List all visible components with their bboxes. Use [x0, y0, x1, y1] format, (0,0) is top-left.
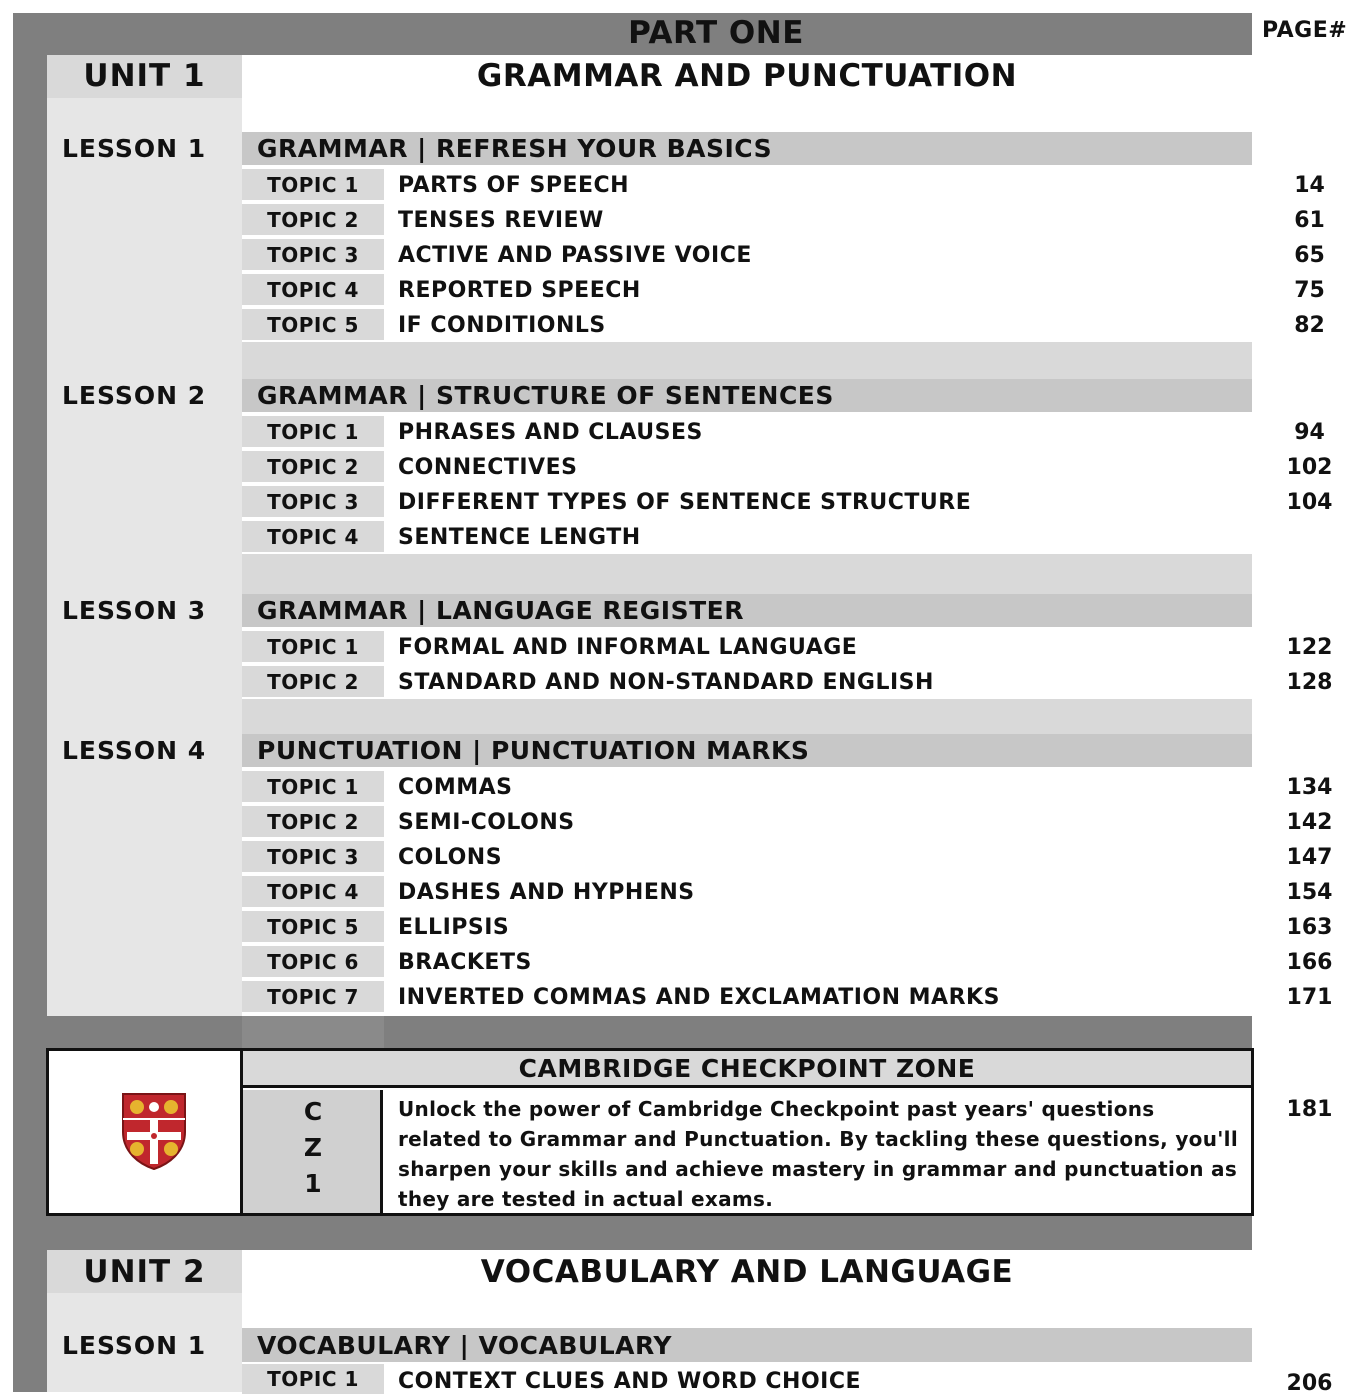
topic-label: TOPIC 2: [242, 804, 384, 839]
topic-label: TOPIC 3: [242, 839, 384, 874]
lesson-label: LESSON 3: [62, 596, 207, 625]
topic-page-number: 65: [1294, 243, 1325, 268]
checkpoint-code-char: Z: [303, 1133, 323, 1162]
lesson-column-bg: [47, 98, 242, 1018]
lesson-gap-bar: [242, 342, 1252, 379]
lesson-title: GRAMMAR | LANGUAGE REGISTER: [257, 596, 744, 625]
topic-label: TOPIC 2: [242, 664, 384, 699]
part-title: PART ONE: [628, 15, 804, 51]
topic-label: TOPIC 7: [242, 979, 384, 1014]
topic-label: TOPIC 4: [242, 874, 384, 909]
topic-label: TOPIC 4: [242, 519, 384, 554]
topic-page-number: 82: [1294, 313, 1325, 338]
cambridge-crest-icon: [121, 1092, 187, 1170]
lesson-gap-bar: [242, 699, 1252, 737]
unit-2-label: UNIT 2: [83, 1254, 206, 1290]
lesson-title: PUNCTUATION | PUNCTUATION MARKS: [257, 736, 810, 765]
unit-2-title: VOCABULARY AND LANGUAGE: [480, 1254, 1014, 1290]
topic-title: BRACKETS: [398, 950, 532, 975]
checkpoint-title: CAMBRIDGE CHECKPOINT ZONE: [518, 1054, 976, 1083]
topic-page-number: 171: [1286, 985, 1333, 1010]
topic-page-number: 166: [1286, 950, 1333, 975]
topic-title: COMMAS: [398, 775, 513, 800]
topic-label: TOPIC 4: [242, 272, 384, 307]
topic-page-number: 102: [1286, 455, 1333, 480]
topic-title: INVERTED COMMAS AND EXCLAMATION MARKS: [398, 985, 1000, 1010]
topic-label: TOPIC 3: [242, 237, 384, 272]
topic-page-number: 128: [1286, 670, 1333, 695]
topic-page-number: 14: [1294, 173, 1325, 198]
page-column-header: PAGE#: [1262, 18, 1348, 43]
lesson-label: LESSON 2: [62, 381, 207, 410]
lesson-title: GRAMMAR | REFRESH YOUR BASICS: [257, 134, 773, 163]
topic-title: CONNECTIVES: [398, 455, 578, 480]
lesson-gap-bar: [242, 554, 1252, 594]
unit-1-title: GRAMMAR AND PUNCTUATION: [476, 58, 1018, 94]
checkpoint-description: Unlock the power of Cambridge Checkpoint past years' questions related to Grammar and Punctuation. By tackling these questions, you'll sharpen your skills and achieve mastery in grammar and punctuation as they are tested in actual exams.: [398, 1097, 1238, 1211]
section-separator-2: [13, 1216, 1252, 1250]
topic-title: DASHES AND HYPHENS: [398, 880, 695, 905]
topic-label: TOPIC 5: [242, 909, 384, 944]
topic-title: ACTIVE AND PASSIVE VOICE: [398, 243, 752, 268]
topic-label: TOPIC 2: [242, 449, 384, 484]
topic-page-number: [1262, 520, 1355, 555]
section-separator: [13, 1016, 1252, 1049]
lesson-label: LESSON 4: [62, 736, 207, 765]
checkpoint-page-number: 181: [1286, 1096, 1333, 1122]
lesson-title: GRAMMAR | STRUCTURE OF SENTENCES: [257, 381, 834, 410]
topic-page-number: 134: [1286, 775, 1333, 800]
topic-title: SENTENCE LENGTH: [398, 525, 641, 550]
unit-2-lesson-1-label: LESSON 1: [62, 1331, 207, 1360]
topic-title: IF CONDITIONLS: [398, 313, 606, 338]
unit-2-lesson-1-title: VOCABULARY | VOCABULARY: [257, 1331, 672, 1360]
topic-title: STANDARD AND NON-STANDARD ENGLISH: [398, 670, 934, 695]
topic-title: COLONS: [398, 845, 503, 870]
lesson-label: LESSON 1: [62, 134, 207, 163]
topic-title: DIFFERENT TYPES OF SENTENCE STRUCTURE: [398, 490, 972, 515]
topic-title: PARTS OF SPEECH: [398, 173, 630, 198]
topic-label: TOPIC 3: [242, 484, 384, 519]
topic-title: TENSES REVIEW: [398, 208, 604, 233]
topic-page-number: 206: [1286, 1370, 1333, 1396]
topic-page-number: 75: [1294, 278, 1325, 303]
topic-page-number: 142: [1286, 810, 1333, 835]
topic-label: TOPIC 2: [242, 202, 384, 237]
topic-page-number: 147: [1286, 845, 1333, 870]
topic-title: CONTEXT CLUES AND WORD CHOICE: [398, 1368, 862, 1394]
topic-page-number: 122: [1286, 635, 1333, 660]
topic-label: TOPIC 1: [242, 629, 384, 664]
topic-title: ELLIPSIS: [398, 915, 510, 940]
topic-page-number: 61: [1294, 208, 1325, 233]
checkpoint-code: [243, 1094, 383, 1202]
topic-title: PHRASES AND CLAUSES: [398, 420, 703, 445]
topic-page-number: 154: [1286, 880, 1333, 905]
unit-1-label: UNIT 1: [83, 58, 206, 94]
topic-title: SEMI-COLONS: [398, 810, 575, 835]
topic-page-number: 104: [1286, 490, 1333, 515]
topic-page-number: 94: [1294, 420, 1325, 445]
left-margin-strip: [13, 13, 47, 1392]
separator-topic-cell: [242, 1016, 384, 1049]
checkpoint-code-char: 1: [304, 1169, 322, 1198]
topic-label: TOPIC 1: [242, 167, 384, 202]
topic-label: TOPIC 1: [242, 414, 384, 449]
topic-label: TOPIC 5: [242, 307, 384, 342]
topic-label: TOPIC 1: [242, 1362, 384, 1396]
checkpoint-code-char: C: [303, 1097, 323, 1126]
topic-title: REPORTED SPEECH: [398, 278, 641, 303]
topic-title: FORMAL AND INFORMAL LANGUAGE: [398, 635, 858, 660]
topic-label: TOPIC 1: [242, 769, 384, 804]
topic-page-number: 163: [1286, 915, 1333, 940]
topic-label: TOPIC 6: [242, 944, 384, 979]
